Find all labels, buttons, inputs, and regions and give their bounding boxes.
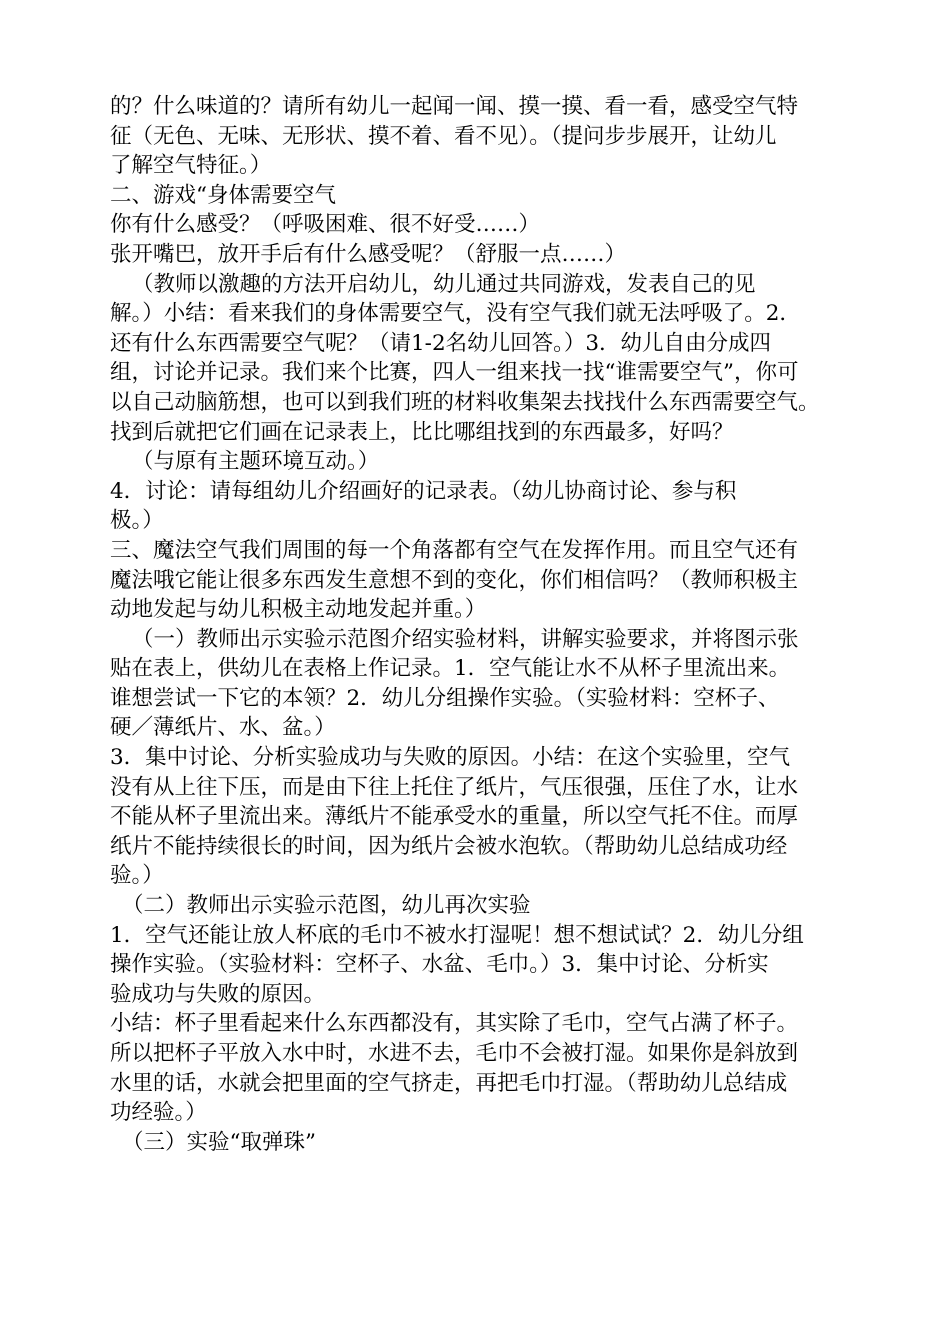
text-line: 3．集中讨论、分析实验成功与失败的原因。小结：在这个实验里，空气: [110, 745, 791, 771]
text-line: 贴在表上，供幼儿在表格上作记录。1．空气能让水不从杯子里流出来。: [110, 656, 791, 682]
text-line: 小结：杯子里看起来什么东西都没有，其实除了毛巾，空气占满了杯子。: [110, 1011, 799, 1037]
text-line: 组，讨论并记录。我们来个比赛，四人一组来找一找“谁需要空气”，你可: [110, 360, 799, 386]
text-line: 征（无色、无味、无形状、摸不着、看不见）。（提问步步展开，让幼儿: [110, 123, 777, 149]
text-line: 1．空气还能让放人杯底的毛巾不被水打湿呢！想不想试试？2．幼儿分组: [110, 922, 804, 948]
text-line: 硬／薄纸片、水、盆。）: [110, 715, 336, 741]
text-line: 功经验。）: [110, 1100, 207, 1126]
text-line: 张开嘴巴，放开手后有什么感受呢？（舒服一点……）: [110, 241, 627, 267]
text-line: 魔法哦它能让很多东西发生意想不到的变化，你们相信吗？（教师积极主: [110, 567, 799, 593]
subsection-heading: （一）教师出示实验示范图介绍实验材料，讲解实验要求，并将图示张: [132, 626, 799, 652]
text-line: 谁想尝试一下它的本领？2．幼儿分组操作实验。（实验材料：空杯子、: [110, 685, 780, 711]
text-line: 没有从上往下压，而是由下往上托住了纸片，气压很强，压住了水，让水: [110, 774, 799, 800]
text-line: 了解空气特征。）: [110, 153, 272, 179]
text-line: 水里的话，水就会把里面的空气挤走，再把毛巾打湿。（帮助幼儿总结成: [110, 1070, 788, 1096]
text-line: 纸片不能持续很长的时间，因为纸片会被水泡软。（帮助幼儿总结成功经: [110, 833, 788, 859]
text-line: 验成功与失败的原因。: [110, 981, 326, 1007]
subsection-heading: （三）实验“取弹珠”: [122, 1129, 316, 1155]
text-line: 极。）: [110, 508, 164, 534]
text-line: 动地发起与幼儿积极主动地发起并重。）: [110, 597, 487, 623]
text-line: 以自己动脑筋想，也可以到我们班的材料收集架去找找什么东西需要空气。: [110, 389, 820, 415]
text-line: 4．讨论：请每组幼儿介绍画好的记录表。（幼儿协商讨论、参与积: [110, 478, 737, 504]
subsection-heading: （二）教师出示实验示范图，幼儿再次实验: [122, 893, 531, 919]
text-line: 的？什么味道的？请所有幼儿一起闻一闻、摸一摸、看一看，感受空气特: [110, 94, 799, 119]
text-line: 解。）小结：看来我们的身体需要空气，没有空气我们就无法呼吸了。2．: [110, 301, 801, 327]
text-line: （与原有主题环境互动。）: [132, 449, 380, 475]
text-line: 不能从杯子里流出来。薄纸片不能承受水的重量，所以空气托不住。而厚: [110, 804, 799, 830]
text-line: 操作实验。（实验材料：空杯子、水盆、毛巾。）3．集中讨论、分析实: [110, 952, 769, 978]
text-line: 还有什么东西需要空气呢？（请1-2名幼儿回答。）3．幼儿自由分成四: [110, 330, 772, 356]
document-body: [110, 92, 870, 1157]
text-line: 验。）: [110, 863, 164, 889]
text-line: 你有什么感受？（呼吸困难、很不好受……）: [110, 212, 541, 238]
text-line: 所以把杯子平放入水中时，水进不去，毛巾不会被打湿。如果你是斜放到: [110, 1041, 799, 1066]
section-heading: 三、魔法空气我们周围的每一个角落都有空气在发挥作用。而且空气还有: [110, 537, 799, 563]
text-line: （教师以激趣的方法开启幼儿，幼儿通过共同游戏，发表自己的见: [132, 271, 756, 297]
text-line: 找到后就把它们画在记录表上，比比哪组找到的东西最多，好吗？: [110, 419, 734, 445]
section-heading: 二、游戏“身体需要空气: [110, 182, 336, 208]
